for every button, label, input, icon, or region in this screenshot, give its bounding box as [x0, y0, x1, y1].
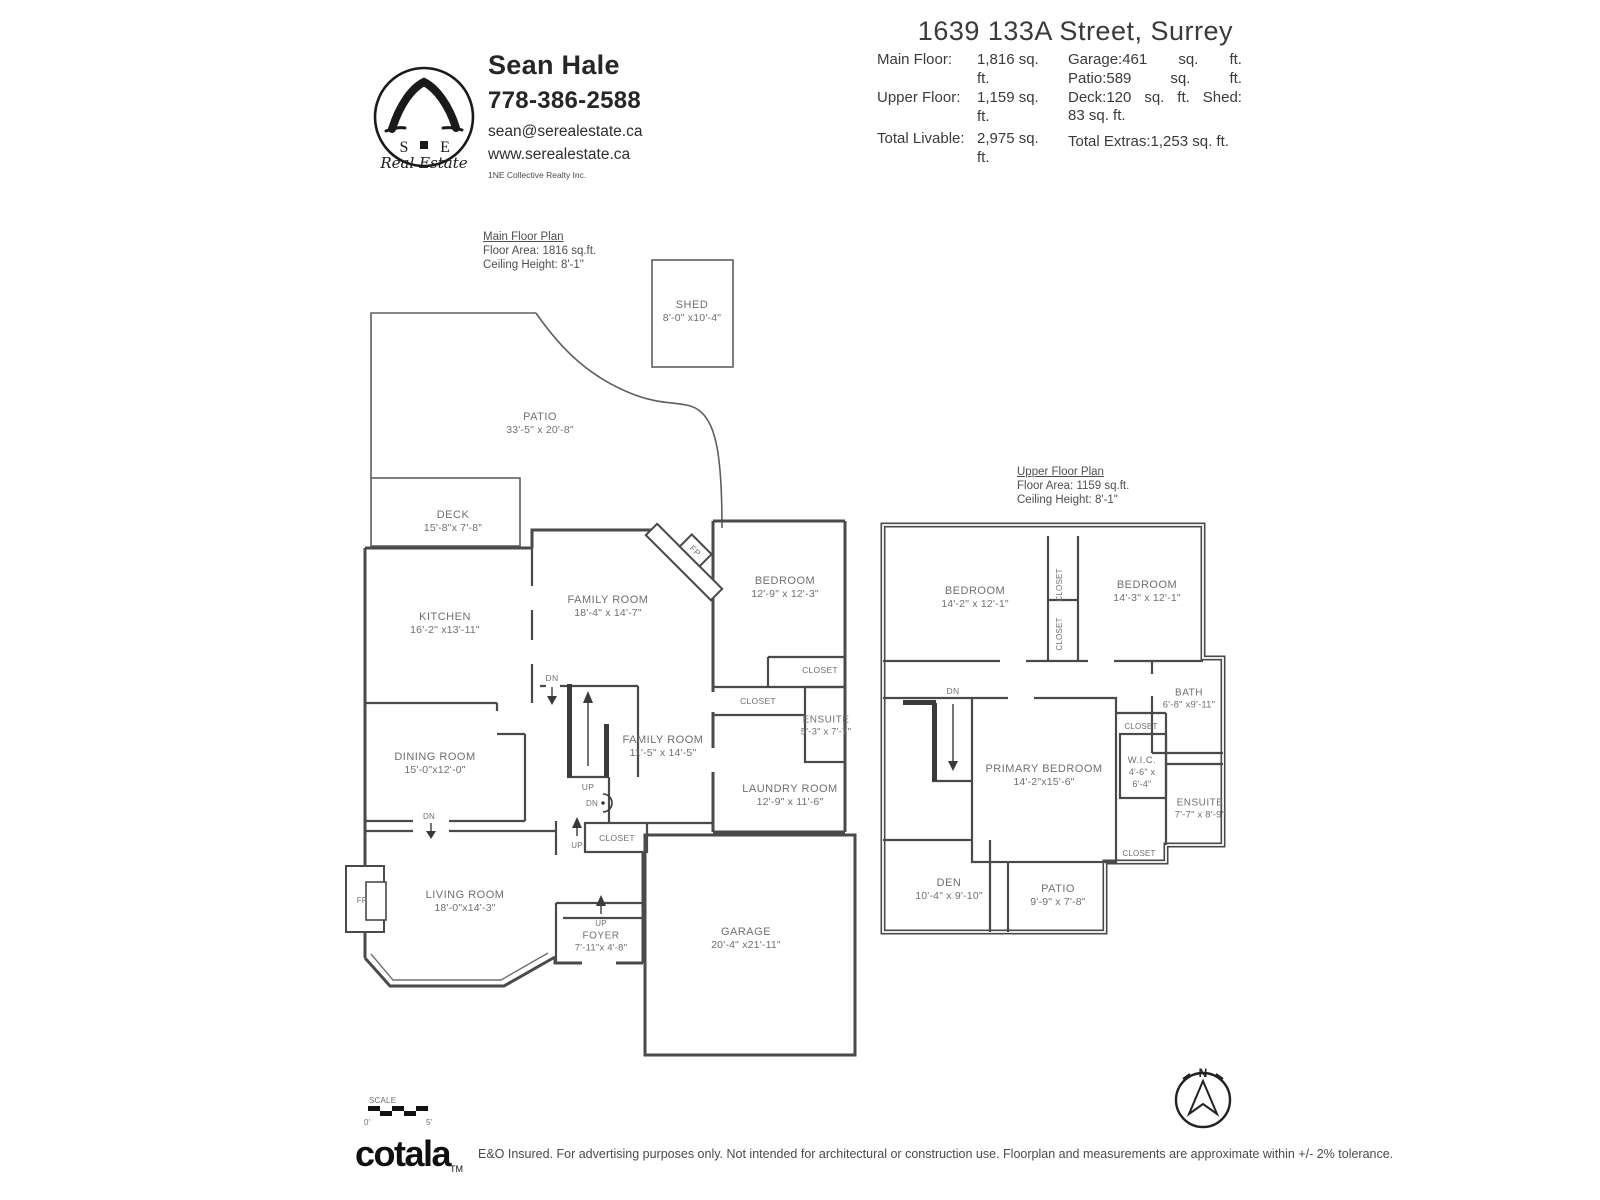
compass-north-label: N	[1198, 1066, 1208, 1080]
room-label-primary-bedroom	[985, 762, 1102, 790]
room-dims: 15'-0"x12'-0"	[404, 764, 466, 777]
room-dims: 16'-2" x13'-11"	[410, 624, 480, 637]
main-plan-title-block	[483, 231, 596, 272]
room-name: LIVING ROOM	[425, 889, 505, 902]
closet-label: CLOSET	[802, 665, 838, 675]
room-name: FOYER	[582, 930, 620, 942]
room-name: W.I.C.	[1127, 755, 1157, 767]
room-label-foyer	[575, 929, 627, 954]
dn-label: DN	[423, 812, 435, 821]
closet-label: CLOSET	[740, 696, 776, 706]
room-dims: 11'-5" x 14'-5"	[629, 747, 697, 760]
logo-e: E	[440, 139, 450, 156]
scale-zero-label: 0'	[364, 1118, 371, 1127]
main-plan-ceiling: Ceiling Height: 8'-1"	[483, 258, 584, 271]
room-dims: 12'-9" x 11'-6"	[756, 796, 824, 809]
room-dims: 15'-8"x 7'-8"	[423, 522, 483, 535]
fp-label: FP	[356, 896, 368, 905]
room-name: PATIO	[523, 411, 557, 424]
scale-label: SCALE	[369, 1096, 397, 1105]
room-dims: 8'-0" x10'-4"	[662, 312, 722, 325]
logo-script: Real Estate	[380, 154, 468, 172]
stat-part: ft.	[1229, 70, 1242, 87]
room-name: BEDROOM	[944, 585, 1006, 598]
upper-plan-area: Floor Area: 1159 sq.ft.	[1017, 479, 1130, 492]
closet-label: CLOSET	[1122, 849, 1156, 858]
stat-part: Shed:	[1202, 89, 1242, 106]
room-name: FAMILY ROOM	[567, 594, 649, 607]
room-label-bath	[1163, 686, 1215, 711]
room-label-den	[915, 876, 983, 904]
room-label-family-room-2	[623, 733, 704, 761]
room-label-family-room-1	[568, 593, 649, 621]
property-address: 1639 133A Street, Surrey	[917, 16, 1233, 46]
fp-label: FP	[687, 543, 703, 559]
stat-value: 2,975 sq. ft.	[977, 130, 1039, 166]
dn-label: DN	[586, 799, 598, 808]
closet-label: CLOSET	[1055, 617, 1064, 651]
logo-s: S	[399, 139, 409, 156]
room-label-patio-upper	[1030, 882, 1086, 910]
dn-label: DN	[946, 686, 960, 696]
room-name: DECK	[436, 509, 470, 522]
room-dims: 18'-0"x14'-3"	[434, 902, 496, 915]
stat-value: 1,816 sq. ft.	[977, 51, 1039, 87]
main-plan-area: Floor Area: 1816 sq.ft.	[483, 244, 597, 257]
stat-part: Patio:589	[1068, 70, 1132, 87]
agent-phone: 778-386-2588	[488, 87, 642, 114]
agent-brokerage: 1NE Collective Realty Inc.	[488, 170, 587, 180]
stat-part: ft.	[1177, 89, 1190, 106]
stat-label: Upper Floor:	[877, 89, 961, 106]
room-dims: 6'-8" x9'-11"	[1162, 699, 1216, 711]
room-label-ensuite-main	[801, 713, 851, 738]
room-label-dining-room	[394, 750, 475, 778]
room-label-wic	[1128, 755, 1157, 791]
room-dims: 33'-5" x 20'-8"	[506, 424, 574, 437]
room-name: DEN	[936, 877, 962, 890]
stat-part: sq.	[1178, 51, 1199, 68]
room-name: ENSUITE	[1176, 797, 1224, 809]
room-name: BEDROOM	[1116, 579, 1178, 592]
upper-plan-ceiling: Ceiling Height: 8'-1"	[1017, 493, 1118, 506]
room-name: FAMILY ROOM	[622, 734, 704, 747]
room-name: LAUNDRY ROOM	[742, 783, 838, 796]
stat-value: 1,159 sq. ft.	[977, 89, 1039, 125]
dn-label: DN	[545, 673, 559, 683]
trademark-symbol: TM	[450, 1164, 464, 1174]
room-dims: 20'-4" x21'-11"	[711, 939, 781, 952]
up-label: UP	[571, 841, 583, 850]
room-label-shed	[663, 298, 721, 326]
scale-five-label: 5'	[426, 1118, 433, 1127]
room-name: ENSUITE	[802, 714, 850, 726]
room-label-laundry	[742, 782, 837, 810]
agent-website: www.serealestate.ca	[488, 145, 631, 163]
room-dims: 7'-7" x 8'-9"	[1174, 809, 1226, 821]
patio-boundary	[371, 313, 536, 478]
room-name: DINING ROOM	[394, 751, 476, 764]
room-dims: 14'-2"x15'-6"	[1013, 776, 1075, 789]
disclaimer-text: E&O Insured. For advertising purposes only. Not intended for architectural or construction use. Floorplan and measurements are approximate within +/- 2% tolerance.	[478, 1147, 1394, 1161]
upper-plan-title: Upper Floor Plan	[1017, 466, 1104, 478]
agency-logo	[375, 68, 473, 172]
room-label-garage	[711, 925, 781, 953]
stat-part: sq.	[1170, 70, 1191, 87]
room-label-patio	[506, 410, 574, 438]
compass	[1176, 1066, 1230, 1127]
room-label-ensuite-upper	[1175, 796, 1225, 821]
up-label: UP	[595, 919, 607, 928]
closet-label: CLOSET	[1124, 722, 1158, 731]
upper-plan-title-block	[1017, 466, 1129, 507]
room-label-living-room	[426, 888, 505, 916]
room-dims: 10'-4" x 9'-10"	[915, 890, 983, 903]
room-dims: 4'-6" x	[1128, 767, 1156, 778]
stat-total-extras: Total Extras:1,253 sq. ft.	[1068, 133, 1229, 150]
room-name: GARAGE	[720, 926, 772, 939]
stat-label: Main Floor:	[877, 51, 953, 68]
scale-bar	[364, 1096, 433, 1127]
upper-stair-rails	[903, 700, 937, 781]
door-gaps-upper	[1000, 657, 1156, 702]
room-name: BEDROOM	[754, 575, 816, 588]
agent-name: Sean Hale	[488, 50, 620, 80]
room-dims: 7'-11"x 4'-8"	[574, 942, 628, 954]
room-dims: 18'-4" x 14'-7"	[574, 607, 642, 620]
closet-label: CLOSET	[1055, 568, 1064, 602]
room-dims: 12'-9" x 12'-3"	[751, 588, 819, 601]
room-name: BATH	[1175, 687, 1203, 699]
room-name: KITCHEN	[419, 611, 471, 624]
main-plan-title: Main Floor Plan	[483, 231, 564, 243]
fireplace-living-room	[346, 866, 386, 932]
stat-part: sq.	[1144, 89, 1165, 106]
room-dims: 6'-4"	[1132, 779, 1152, 790]
brand-wordmark: cotala	[355, 1133, 451, 1174]
room-name: PATIO	[1041, 883, 1075, 896]
closet-label: CLOSET	[599, 833, 635, 843]
stat-label: Total Livable:	[877, 130, 965, 147]
up-label: UP	[581, 782, 595, 792]
logo-house-icon	[420, 141, 428, 149]
stat-part: Deck:120	[1068, 89, 1132, 106]
room-label-bedroom-main	[751, 574, 819, 602]
room-label-bedroom-right	[1113, 578, 1181, 606]
cotala-logo	[355, 1133, 464, 1174]
agent-email: sean@serealestate.ca	[488, 123, 643, 140]
room-label-bedroom-left	[941, 584, 1009, 612]
room-dims: 9'-9" x 7'-8"	[1030, 896, 1086, 909]
room-dims: 5'-3" x 7'-7"	[800, 726, 852, 738]
stat-part: Garage:461	[1068, 51, 1148, 68]
room-name: SHED	[675, 299, 709, 312]
room-label-kitchen	[410, 610, 480, 638]
stat-shed-value: 83 sq. ft.	[1068, 107, 1126, 124]
stat-part: ft.	[1229, 51, 1242, 68]
fireplace-family-room	[646, 512, 734, 600]
room-name: PRIMARY BEDROOM	[985, 763, 1103, 776]
room-label-deck	[424, 508, 482, 536]
room-dims: 14'-3" x 12'-1"	[1113, 592, 1181, 605]
room-dims: 14'-2" x 12'-1"	[941, 598, 1009, 611]
